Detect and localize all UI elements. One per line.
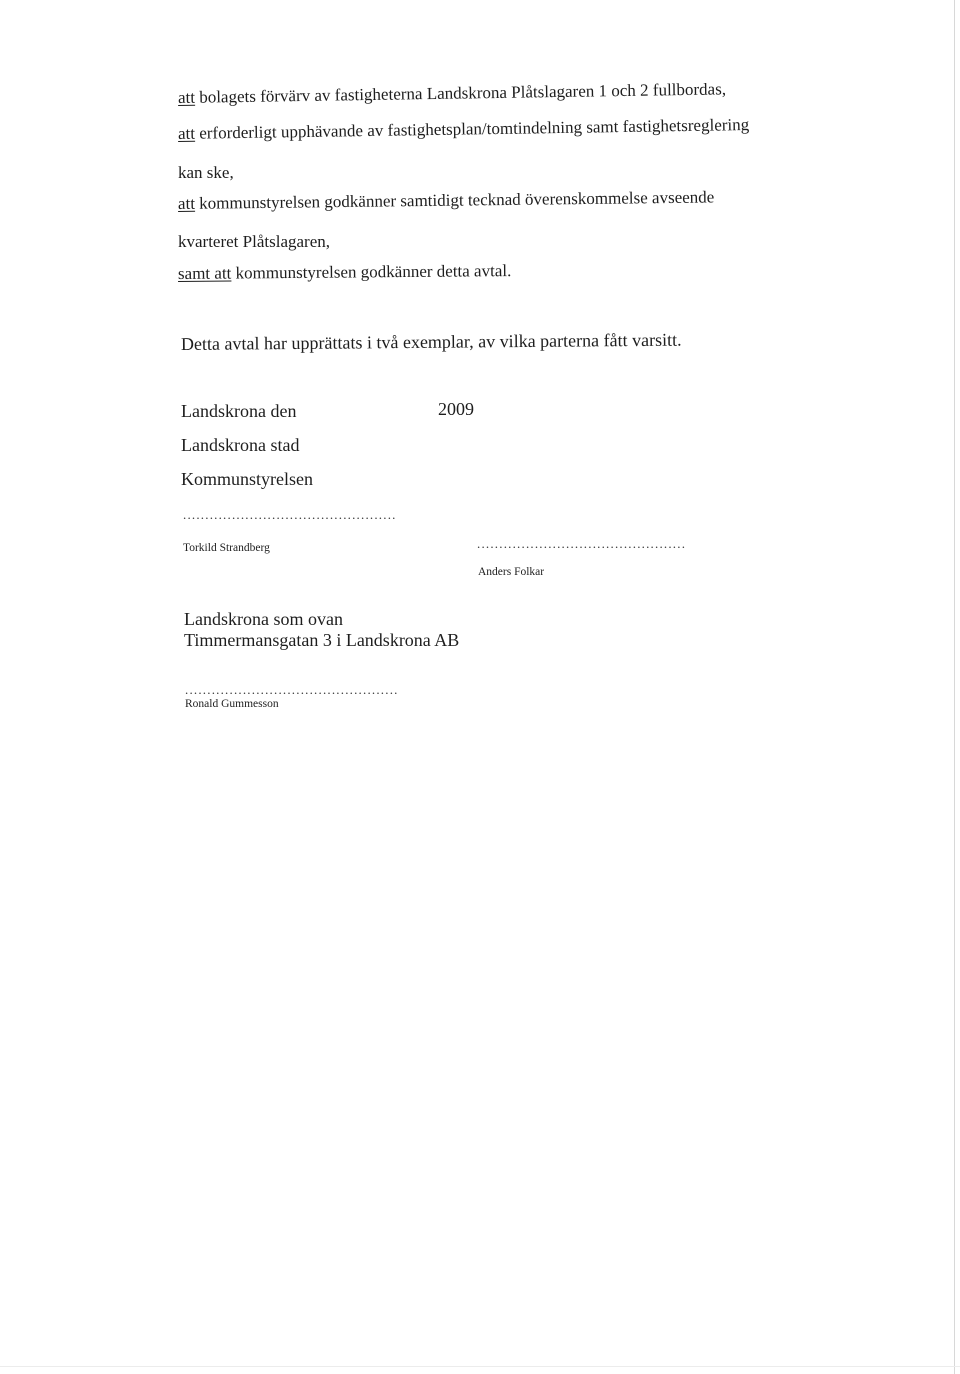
closing-statement: Detta avtal har upprättats i två exemplar, av vilka parterna fått varsitt. (180, 329, 682, 354)
scan-edge-bottom (0, 1366, 960, 1367)
clause-text: bolagets förvärv av fastigheterna Landskrona Plåtslagaren 1 och 2 fullbordas, (194, 79, 727, 107)
signatory-2-name: Anders Folkar (478, 566, 545, 578)
signature-line-3: ................................................ (185, 682, 399, 697)
party-2-name: Timmermansgatan 3 i Landskrona AB (184, 630, 460, 650)
clause-text: kommunstyrelsen godkänner detta avtal. (231, 261, 512, 283)
signatory-1-name: Torkild Strandberg (183, 542, 270, 554)
signature-line-2: ............................................... (477, 536, 687, 551)
clause-keyword: att (177, 193, 196, 213)
clause-2-continuation (178, 163, 234, 183)
clause-text: kan ske, (178, 163, 234, 182)
party-1-name: Landskrona stad (181, 435, 300, 455)
clause-keyword: att (177, 87, 196, 107)
party-1-body: Kommunstyrelsen (181, 469, 313, 489)
clause-3 (178, 187, 715, 214)
clause-keyword: att (177, 123, 196, 143)
place-date-label: Landskrona den (181, 401, 297, 421)
place-2: Landskrona som ovan (184, 609, 343, 629)
clause-2 (178, 115, 749, 144)
signature-line-1: ................................................ (183, 507, 397, 522)
signatory-3-name: Ronald Gummesson (185, 698, 279, 710)
clause-3-continuation (178, 232, 330, 252)
scan-edge-right (954, 0, 955, 1374)
signing-year: 2009 (438, 399, 474, 419)
clause-4 (178, 261, 511, 284)
clause-text: kvarteret Plåtslagaren, (178, 232, 330, 251)
clause-text: erforderligt upphävande av fastighetsplan/tomtindelning samt fastighetsreglering (194, 115, 750, 143)
clause-1 (178, 79, 726, 108)
clause-keyword: samt att (177, 263, 232, 283)
clause-text: kommunstyrelsen godkänner samtidigt tecknad överenskommelse avseende (194, 187, 715, 213)
